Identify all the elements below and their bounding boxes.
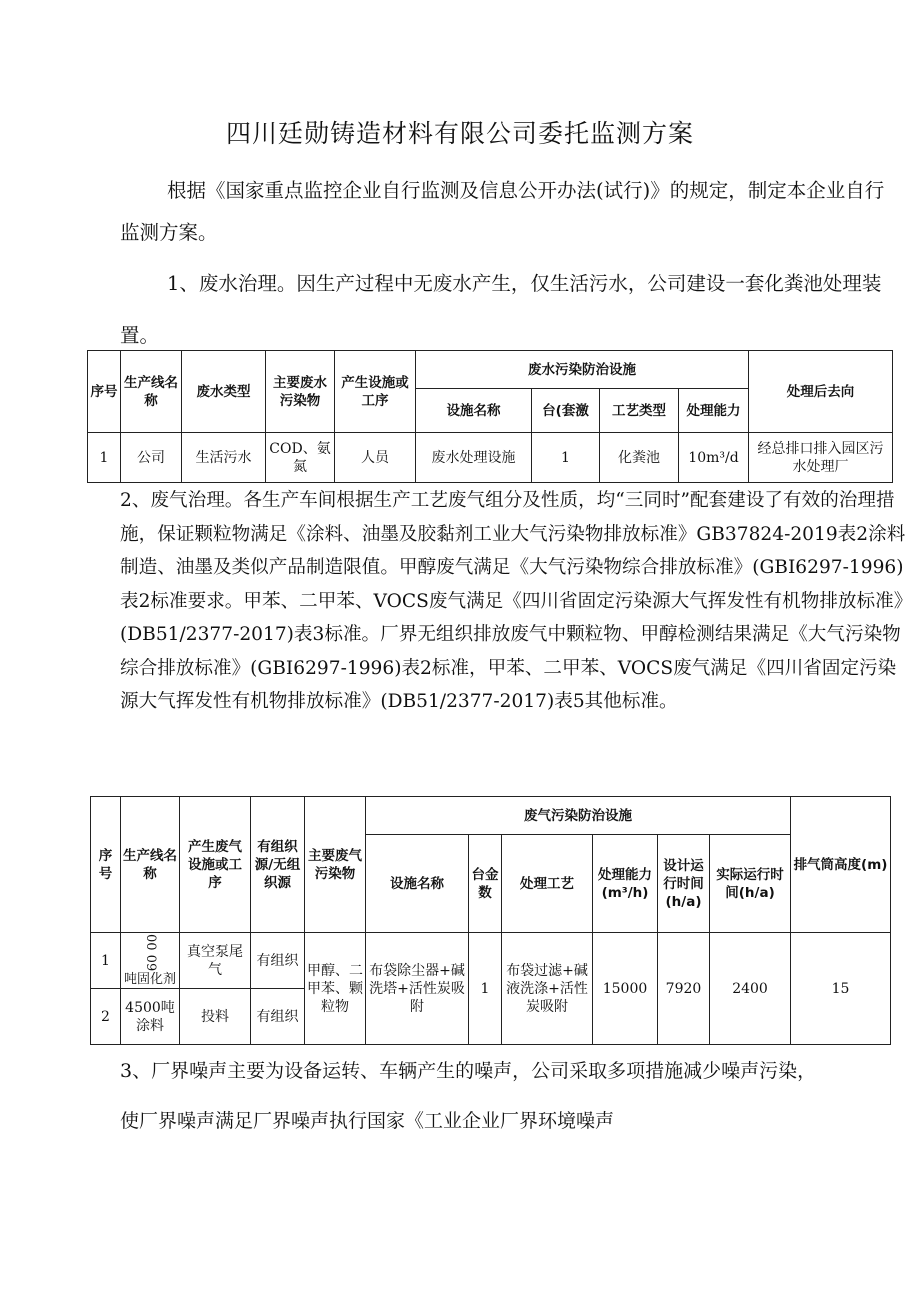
ww-header-seq: 序号 <box>88 351 121 433</box>
intro-paragraph: 根据《国家重点监控企业自行监测及信息公开办法(试行)》的规定，制定本企业自行监测方案。 <box>120 179 885 244</box>
ww-cell-process: 人员 <box>335 433 416 483</box>
ex-cell-seq: 1 <box>91 933 121 989</box>
ww-header-capacity: 处理能力 <box>679 389 749 433</box>
ww-cell-count: 1 <box>532 433 600 483</box>
ex-header-capacity: 处理能力(m³/h) <box>593 835 658 933</box>
ex-cell-organized: 有组织 <box>251 989 305 1045</box>
ww-cell-pollutant: COD、氨氮 <box>266 433 335 483</box>
ww-header-destination: 处理后去向 <box>749 351 893 433</box>
wastewater-paragraph: 1、废水治理。因生产过程中无废水产生，仅生活污水，公司建设一套化粪池处理装置。 <box>120 272 882 347</box>
noise-paragraph: 3、厂界噪声主要为设备运转、车辆产生的噪声，公司采取多项措施减少噪声污染，使厂界噪声满足厂界噪声执行国家《工业企业厂界环境噪声 <box>120 1060 817 1132</box>
ex-line-label: 吨固化剂 <box>123 971 176 987</box>
ex-header-pollutant: 主要废气污染物 <box>305 797 366 933</box>
ex-header-count: 台金数 <box>469 835 502 933</box>
ex-cell-seq: 2 <box>91 989 121 1045</box>
ww-cell-type: 生活污水 <box>182 433 266 483</box>
ex-header-line: 生产线名称 <box>121 797 180 933</box>
document-title: 四川廷勋铸造材料有限公司委托监测方案 <box>225 119 694 148</box>
ex-cell-design-time: 7920 <box>658 933 710 1045</box>
exhaust-table <box>90 796 891 1045</box>
ex-cell-line: 4500吨涂料 <box>121 989 180 1045</box>
ww-header-pollutant: 主要废水污染物 <box>266 351 335 433</box>
ex-header-seq: 序号 <box>91 797 121 933</box>
ex-header-organized: 有组织源/无组织源 <box>251 797 305 933</box>
ex-cell-pollutant: 甲醇、二甲苯、颗粒物 <box>305 933 366 1045</box>
ex-cell-craft: 布袋过滤+碱液洗涤+活性炭吸附 <box>502 933 593 1045</box>
ex-header-facility-group: 废气污染防治设施 <box>366 797 791 835</box>
ex-cell-source: 真空泵尾气 <box>180 933 251 989</box>
table-row <box>88 433 893 483</box>
ex-header-source: 产生废气设施或工序 <box>180 797 251 933</box>
ww-header-count: 台(套激 <box>532 389 600 433</box>
ex-header-stack: 排气筒高度(m) <box>791 797 891 933</box>
ex-cell-stack: 15 <box>791 933 891 1045</box>
ww-cell-line: 公司 <box>121 433 182 483</box>
ww-header-facility-group: 废水污染防治设施 <box>416 351 749 389</box>
ww-cell-craft: 化粪池 <box>600 433 679 483</box>
ex-header-design-time: 设计运行时间(h/a) <box>658 835 710 933</box>
ww-header-process: 产生设施或工序 <box>335 351 416 433</box>
ex-header-name: 设施名称 <box>366 835 469 933</box>
exhaust-paragraph: 2、废气治理。各生产车间根据生产工艺废气组分及性质，均“三同时”配套建设了有效的治理措施，保证颗粒物满足《涂料、油墨及胶黏剂工业大气污染物排放标准》GB37824-2019表2涂料制造、油墨及类似产品制造限值。甲醇废气满足《大气污染物综合排放标准》(GBI6297-1996)表2标准要求。甲苯、二甲苯、VOCS废气满足《四川省固定污染源大气挥发性有机物排放标准》(DB51/2377-2017)表3标准。厂界无组织排放废气中颗粒物、甲醇检测结果满足《大气污染物综合排放标准》(GBI6297-1996)表2标准，甲苯、二甲苯、VOCS废气满足《四川省固定污染源大气挥发性有机物排放标准》(DB51/2377-2017)表5其他标准。 <box>120 490 906 712</box>
ex-header-actual-time: 实际运行时间(h/a) <box>710 835 791 933</box>
ex-header-craft: 处理工艺 <box>502 835 593 933</box>
ww-cell-destination: 经总排口排入园区污水处理厂 <box>749 433 893 483</box>
ex-cell-name: 布袋除尘器+碱洗塔+活性炭吸附 <box>366 933 469 1045</box>
ww-cell-seq: 1 <box>88 433 121 483</box>
ww-header-type: 废水类型 <box>182 351 266 433</box>
ww-header-craft: 工艺类型 <box>600 389 679 433</box>
table-row <box>91 933 891 989</box>
wastewater-table <box>87 350 893 483</box>
ww-header-name: 设施名称 <box>416 389 532 433</box>
ww-cell-name: 废水处理设施 <box>416 433 532 483</box>
ex-cell-line <box>121 933 180 989</box>
ex-cell-count: 1 <box>469 933 502 1045</box>
ex-line-marks: 00 09 <box>143 934 158 972</box>
ex-cell-capacity: 15000 <box>593 933 658 1045</box>
ww-header-line: 生产线名称 <box>121 351 182 433</box>
ww-cell-capacity: 10m³/d <box>679 433 749 483</box>
ex-cell-source: 投料 <box>180 989 251 1045</box>
ex-cell-actual-time: 2400 <box>710 933 791 1045</box>
ex-cell-organized: 有组织 <box>251 933 305 989</box>
